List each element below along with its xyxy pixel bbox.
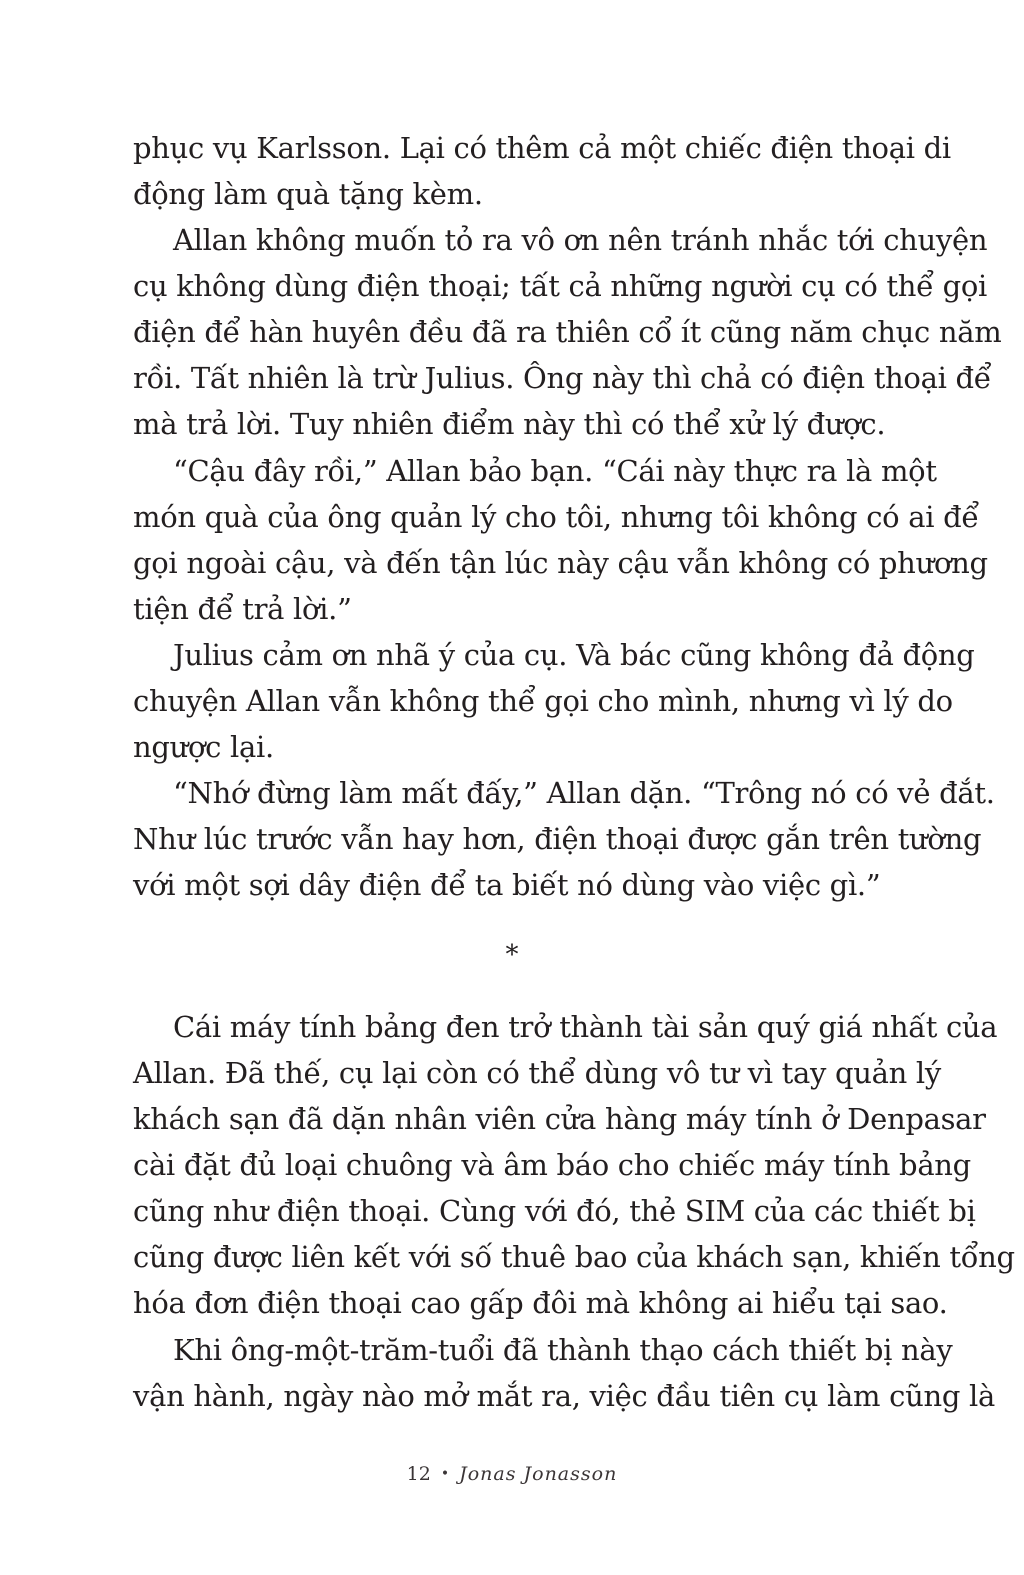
text-line: động làm quà tặng kèm. [133, 177, 483, 211]
text-line: ngược lại. [133, 730, 274, 764]
page-footer [0, 1462, 1024, 1486]
text-line: Allan không muốn tỏ ra vô ơn nên tránh nhắc tới chuyện [173, 223, 988, 257]
text-line: Như lúc trước vẫn hay hơn, điện thoại được gắn trên tường [133, 822, 982, 856]
text-line: tiện để trả lời.” [133, 592, 352, 626]
text-line: Khi ông-một-trăm-tuổi đã thành thạo cách thiết bị này [173, 1333, 953, 1367]
text-line: “Nhớ đừng làm mất đấy,” Allan dặn. “Trông nó có vẻ đắt. [173, 776, 995, 810]
text-line: Cái máy tính bảng đen trở thành tài sản quý giá nhất của [173, 1010, 998, 1044]
text-line: mà trả lời. Tuy nhiên điểm này thì có thể xử lý được. [133, 407, 886, 441]
text-line: món quà của ông quản lý cho tôi, nhưng tôi không có ai để [133, 500, 979, 534]
text-line: “Cậu đây rồi,” Allan bảo bạn. “Cái này thực ra là một [173, 454, 937, 488]
text-line: Allan. Đã thế, cụ lại còn có thể dùng vô tư vì tay quản lý [133, 1056, 941, 1090]
bullet-separator: • [440, 1466, 450, 1482]
text-line: vận hành, ngày nào mở mắt ra, việc đầu tiên cụ làm cũng là [133, 1379, 995, 1413]
text-line: điện để hàn huyên đều đã ra thiên cổ ít cũng năm chục năm [133, 315, 1002, 349]
text-line: cũng như điện thoại. Cùng với đó, thẻ SIM của các thiết bị [133, 1194, 976, 1228]
section-separator: * [505, 940, 519, 970]
author-name: Jonas Jonasson [459, 1463, 618, 1485]
text-line: cũng được liên kết với số thuê bao của khách sạn, khiến tổng [133, 1240, 1015, 1274]
text-line: hóa đơn điện thoại cao gấp đôi mà không ai hiểu tại sao. [133, 1286, 948, 1320]
text-line: cài đặt đủ loại chuông và âm báo cho chiếc máy tính bảng [133, 1148, 971, 1182]
page-number: 12 [406, 1463, 431, 1485]
text-line: cụ không dùng điện thoại; tất cả những người cụ có thể gọi [133, 269, 988, 303]
text-line: rồi. Tất nhiên là trừ Julius. Ông này thì chả có điện thoại để [133, 361, 992, 395]
text-line: với một sợi dây điện để ta biết nó dùng vào việc gì.” [133, 868, 881, 902]
text-line: Julius cảm ơn nhã ý của cụ. Và bác cũng không đả động [173, 638, 975, 672]
text-line: gọi ngoài cậu, và đến tận lúc này cậu vẫn không có phương [133, 546, 988, 580]
text-line: chuyện Allan vẫn không thể gọi cho mình, nhưng vì lý do [133, 684, 953, 718]
text-line: khách sạn đã dặn nhân viên cửa hàng máy tính ở Denpasar [133, 1102, 986, 1136]
text-line: phục vụ Karlsson. Lại có thêm cả một chiếc điện thoại di [133, 131, 951, 165]
